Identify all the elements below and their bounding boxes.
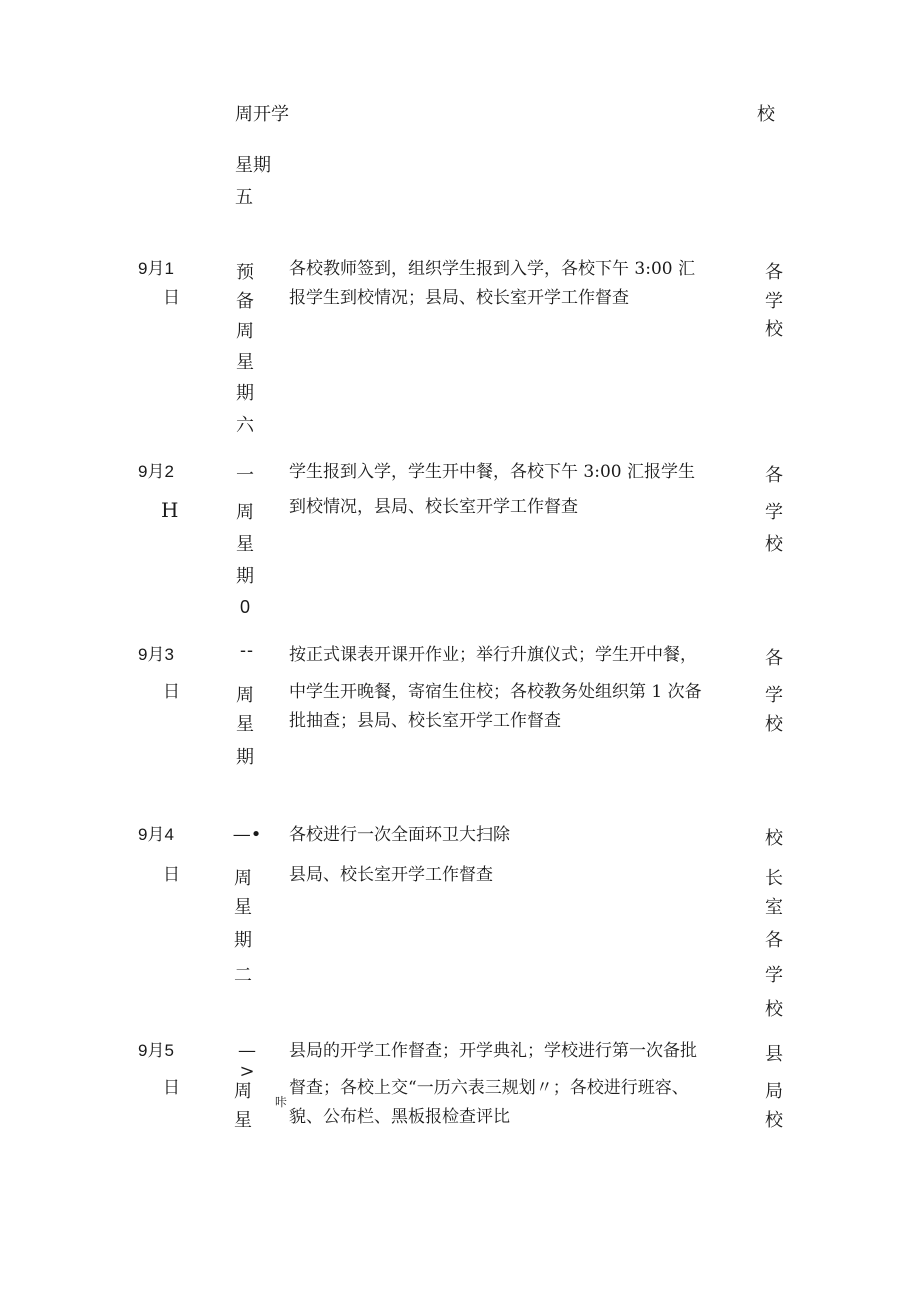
week-label: 周开学 xyxy=(235,104,289,125)
day-line-2: 五 xyxy=(235,187,253,208)
row-content-line: 各校进行一次全面环卫大扫除 xyxy=(289,825,510,845)
row-date-line1: 9月4 xyxy=(138,825,174,844)
row-date-line1: 9月3 xyxy=(138,645,174,664)
period-char: 备 xyxy=(236,291,254,312)
row-content-line: 到校情况，县局、校长室开学工作督查 xyxy=(289,497,578,517)
row-date-line2: 日 xyxy=(163,1078,180,1097)
period-char: 周 xyxy=(236,502,254,523)
org-char: 校 xyxy=(765,1110,783,1131)
period-char: 周 xyxy=(236,321,254,342)
org-char: 校 xyxy=(765,319,783,340)
row-date-line2: 日 xyxy=(163,682,180,701)
org-char: 局 xyxy=(765,1081,783,1102)
row-content-line: 督查；各校上交“一历六表三规划〃；各校进行班容、 xyxy=(289,1078,689,1098)
row-content-line: 貌、公布栏、黑板报检查评比 xyxy=(289,1107,510,1127)
period-char: 星 xyxy=(236,352,254,373)
org-char: 各 xyxy=(765,930,783,951)
period-char: 期 xyxy=(236,747,254,768)
row-content-line: 学生报到入学，学生开中餐，各校下午 3:00 汇报学生 xyxy=(289,462,695,482)
row-content-line: 报学生到校情况；县局、校长室开学工作督查 xyxy=(289,288,629,308)
row-content-line: 按正式课表开课开作业；举行升旗仪式；学生开中餐， xyxy=(289,645,697,665)
day-line-1: 星期 xyxy=(235,155,271,176)
period-char: 六 xyxy=(236,415,254,436)
period-char: 预 xyxy=(236,262,254,283)
row-content-line: 中学生开晚餐，寄宿生住校；各校教务处组织第 1 次备 xyxy=(289,682,702,702)
org-char: 室 xyxy=(765,897,783,918)
row-date-line1: 9月2 xyxy=(138,462,174,481)
org-char: 校 xyxy=(765,828,783,849)
period-char: —> xyxy=(238,1040,256,1082)
org-char: 县 xyxy=(765,1044,783,1065)
period-char: 二 xyxy=(234,965,252,986)
org-char: 各 xyxy=(765,465,783,486)
period-char: -- xyxy=(240,640,254,660)
row-date-line2: H xyxy=(161,498,179,522)
period-char: 期 xyxy=(236,383,254,404)
org-char: 校 xyxy=(765,714,783,735)
period-char: 星 xyxy=(236,534,254,555)
org-char: 学 xyxy=(765,291,783,312)
period-char: 星 xyxy=(234,1110,252,1131)
org-char: 学 xyxy=(765,965,783,986)
row-date-line2: 日 xyxy=(163,288,180,307)
period-char: 期 xyxy=(234,930,252,951)
row-content-line: 县局、校长室开学工作督查 xyxy=(289,865,493,885)
period-char: 期 xyxy=(236,566,254,587)
row-date-line1: 9月1 xyxy=(138,259,174,278)
row-content-line: 各校教师签到，组织学生报到入学，各校下午 3:00 汇 xyxy=(289,259,695,279)
org-char: 长 xyxy=(765,868,783,889)
row-content-line: 批抽查；县局、校长室开学工作督查 xyxy=(289,711,561,731)
period-char: 周 xyxy=(236,685,254,706)
row-date-line2: 日 xyxy=(163,865,180,884)
row-date-line1: 9月5 xyxy=(138,1041,174,1060)
period-char: 0 xyxy=(239,597,250,617)
org-char: 校 xyxy=(765,534,783,555)
stray-mark: 咔 xyxy=(275,1095,288,1109)
row-content-line: 县局的开学工作督查；开学典礼；学校进行第一次备批 xyxy=(289,1041,697,1061)
org-char: 学 xyxy=(765,502,783,523)
org-char: 校 xyxy=(765,999,783,1020)
period-char: 星 xyxy=(234,897,252,918)
period-char: 周 xyxy=(234,868,252,889)
period-char: —• xyxy=(232,824,262,845)
org-label: 校 xyxy=(757,104,775,125)
org-char: 各 xyxy=(765,262,783,283)
period-char: 一 xyxy=(236,465,254,486)
period-char: 周 xyxy=(234,1081,252,1102)
org-char: 各 xyxy=(765,648,783,669)
period-char: 星 xyxy=(236,714,254,735)
org-char: 学 xyxy=(765,685,783,706)
